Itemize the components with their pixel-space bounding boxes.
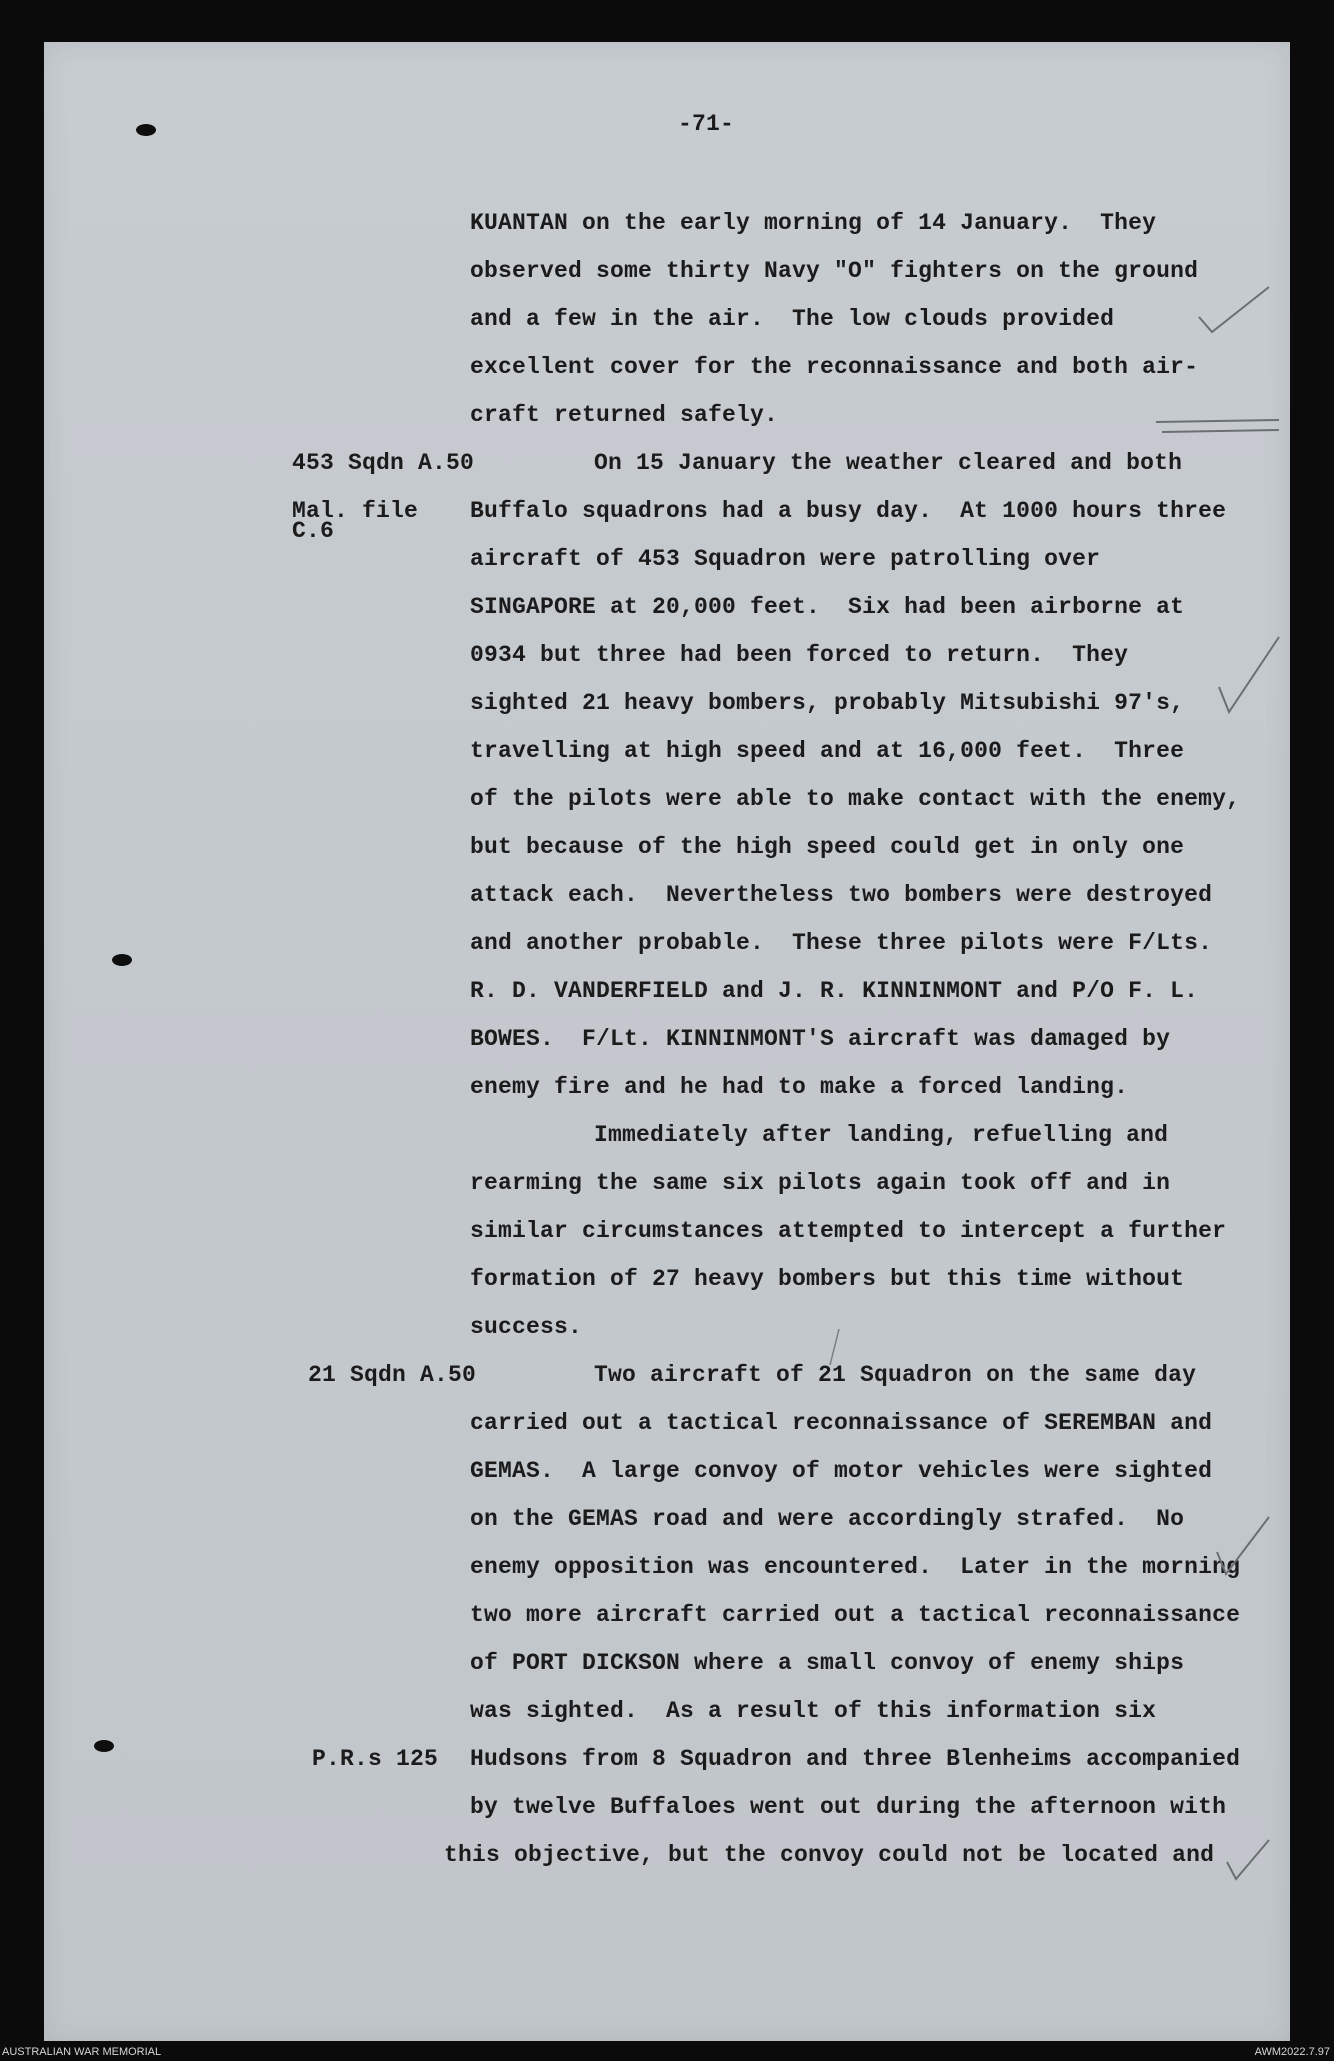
body-line: enemy fire and he had to make a forced landing. [470,1074,1129,1100]
body-line: GEMAS. A large convoy of motor vehicles were sighted [470,1458,1213,1484]
body-line: rearming the same six pilots again took off and in [470,1170,1171,1196]
margin-reference: P.R.s 125 [312,1746,439,1772]
body-line: R. D. VANDERFIELD and J. R. KINNINMONT and P/O F. L. [470,978,1199,1004]
body-line: carried out a tactical reconnaissance of SEREMBAN and [470,1410,1213,1436]
body-line: on the GEMAS road and were accordingly strafed. No [470,1506,1185,1532]
body-line: Hudsons from 8 Squadron and three Blenheims accompanied [470,1746,1241,1772]
body-line: sighted 21 heavy bombers, probably Mitsubishi 97's, [470,690,1185,716]
body-line: travelling at high speed and at 16,000 feet. Three [470,738,1185,764]
body-line: attack each. Nevertheless two bombers were destroyed [470,882,1213,908]
punch-hole [94,1740,114,1752]
body-line: KUANTAN on the early morning of 14 January. They [470,210,1157,236]
body-line: Two aircraft of 21 Squadron on the same day [594,1362,1197,1388]
pencil-tick-mark [1214,632,1284,722]
pencil-strike-mark [1154,412,1284,442]
body-line: this objective, but the convoy could not be located and [444,1842,1215,1868]
punch-hole [136,124,156,136]
pencil-tick-mark [1214,1512,1274,1582]
body-line: excellent cover for the reconnaissance and both air- [470,354,1199,380]
body-line: enemy opposition was encountered. Later in the morning [470,1554,1241,1580]
body-line: and a few in the air. The low clouds provided [470,306,1115,332]
footer-right: AWM2022.7.97 [1254,2046,1330,2058]
page-number: -71- [678,111,735,137]
body-line: 0934 but three had been forced to return. They [470,642,1129,668]
body-line: and another probable. These three pilots were F/Lts. [470,930,1213,956]
margin-reference: Mal. file [292,498,419,524]
pencil-tick-mark [1194,282,1274,342]
punch-hole [112,954,132,966]
body-line: but because of the high speed could get in only one [470,834,1185,860]
body-line: Buffalo squadrons had a busy day. At 1000 hours three [470,498,1227,524]
body-line: On 15 January the weather cleared and both [594,450,1183,476]
document-page [44,42,1290,2041]
body-line: similar circumstances attempted to intercept a further [470,1218,1227,1244]
body-line: of the pilots were able to make contact with the enemy, [470,786,1241,812]
body-line: of PORT DICKSON where a small convoy of enemy ships [470,1650,1185,1676]
footer-left: AUSTRALIAN WAR MEMORIAL [2,2046,162,2058]
pencil-tick-mark [1224,1837,1274,1887]
body-line: BOWES. F/Lt. KINNINMONT'S aircraft was damaged by [470,1026,1171,1052]
body-line: observed some thirty Navy "O" fighters on the ground [470,258,1199,284]
body-line: was sighted. As a result of this information six [470,1698,1157,1724]
body-line: by twelve Buffaloes went out during the afternoon with [470,1794,1227,1820]
margin-reference: C.6 [292,518,335,544]
body-line: two more aircraft carried out a tactical reconnaissance [470,1602,1241,1628]
body-line: aircraft of 453 Squadron were patrolling over [470,546,1101,572]
margin-reference: 453 Sqdn A.50 [292,450,475,476]
body-line: Immediately after landing, refuelling and [594,1122,1169,1148]
body-line: craft returned safely. [470,402,779,428]
body-line: formation of 27 heavy bombers but this time without [470,1266,1185,1292]
body-line: success. [470,1314,583,1340]
margin-reference: 21 Sqdn A.50 [308,1362,477,1388]
body-line: SINGAPORE at 20,000 feet. Six had been airborne at [470,594,1185,620]
pencil-stroke [824,1327,844,1367]
